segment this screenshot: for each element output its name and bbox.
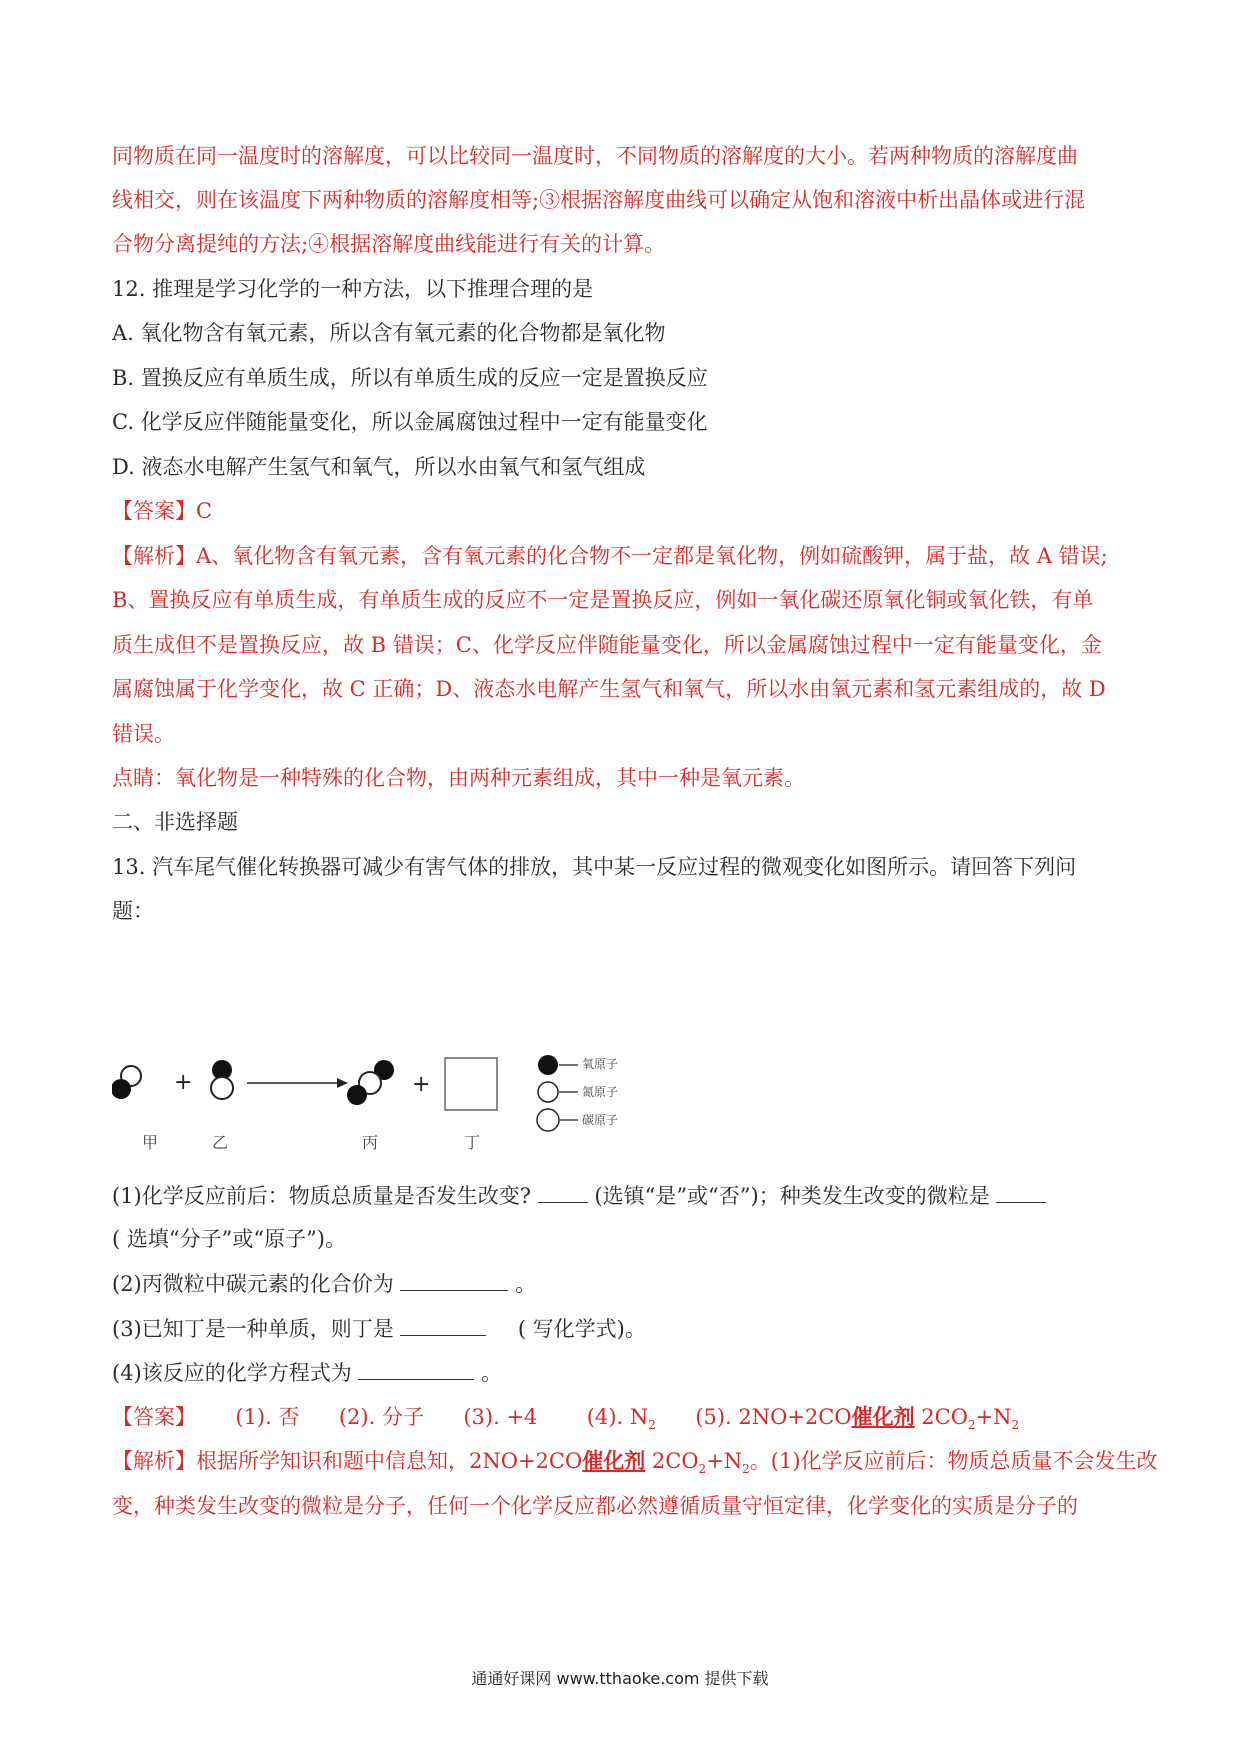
molecule-bing — [347, 1060, 394, 1105]
q12-analysis-2: B、置换反应有单质生成，有单质生成的反应不一定是置换反应，例如一氧化碳还原氧化铜或氧化铁，有单 — [112, 588, 1094, 612]
q12-tip: 点睛：氧化物是一种特殊的化合物，由两种元素组成，其中一种是氧元素。 — [112, 766, 805, 790]
q12-option-c: C. 化学反应伴随能量变化，所以金属腐蚀过程中一定有能量变化 — [112, 410, 708, 434]
continuation-line-3: 合物分离提纯的方法;④根据溶解度曲线能进行有关的计算。 — [112, 232, 666, 256]
answer-blank-4[interactable] — [400, 1313, 486, 1336]
q13-part-1: (1)化学反应前后：物质总质量是否发生改变? (选镇“是”或“否”)；种类发生改变的微粒是 — [112, 1180, 1046, 1211]
q13-part-1-cont: ( 选填“分子”或“原子”)。 — [112, 1227, 347, 1251]
answer-blank-1[interactable] — [538, 1180, 588, 1203]
legend-nitrogen: 氮原子 — [582, 1085, 619, 1099]
plus-2: + — [412, 1072, 431, 1097]
plus-1: + — [174, 1070, 193, 1095]
q13-part-2: (2)丙微粒中碳元素的化合价为 。 — [112, 1268, 536, 1299]
q12-analysis-3: 质生成但不是置换反应，故 B 错误；C、化学反应伴随能量变化，所以金属腐蚀过程中一定有能量变化，金 — [112, 633, 1102, 657]
legend-carbon: 碳原子 — [582, 1113, 619, 1127]
label-yi: 乙 — [212, 1133, 229, 1152]
q12-analysis-5: 错误。 — [112, 722, 175, 746]
q12-answer: 【答案】C — [112, 499, 213, 523]
continuation-line-2: 线相交，则在该温度下两种物质的溶解度相等;③根据溶解度曲线可以确定从饱和溶液中析出晶体或进行混 — [112, 188, 1086, 212]
q12-analysis-4: 属腐蚀属于化学变化，故 C 正确；D、液态水电解产生氢气和氧气，所以水由氧元素和氢元素组成的，故 D — [112, 677, 1106, 701]
continuation-line-1: 同物质在同一温度时的溶解度，可以比较同一温度时，不同物质的溶解度的大小。若两种物质的溶解度曲 — [112, 144, 1078, 168]
page-footer: 通通好课网 www.tthaoke.com 提供下载 — [471, 1669, 769, 1688]
q13-stem-1: 13. 汽车尾气催化转换器可减少有害气体的排放，其中某一反应过程的微观变化如图所示。请回答下列问 — [112, 855, 1077, 879]
q12-option-d: D. 液态水电解产生氢气和氧气，所以水由氧气和氢气组成 — [112, 455, 646, 479]
molecule-jia — [112, 1066, 141, 1099]
answer-blank-3[interactable] — [400, 1268, 508, 1291]
q13-analysis-2: 变，种类发生改变的微粒是分子，任何一个化学反应都必然遵循质量守恒定律，化学变化的实质是分子的 — [112, 1494, 1078, 1518]
q13-stem-2: 题： — [112, 899, 154, 923]
q12-option-b: B. 置换反应有单质生成，所以有单质生成的反应一定是置换反应 — [112, 366, 708, 390]
q12-analysis-1: 【解析】A、氧化物含有氧元素，含有氧元素的化合物不一定都是氧化物，例如硫酸钾，属于盐，故 A 错误; — [112, 544, 1108, 568]
q13-part-3: (3)已知丁是一种单质，则丁是 ( 写化学式)。 — [112, 1313, 646, 1344]
label-bing: 丙 — [362, 1133, 379, 1152]
label-jia: 甲 — [142, 1133, 159, 1152]
reaction-diagram — [112, 1055, 732, 1165]
q13-answer: 【答案】 (1). 否 (2). 分子 (3). +4 (4). $N_2$ (5). 2NO+2CO催化剂 $2CO_2+N_2$ — [112, 1404, 1020, 1433]
q12-option-a: A. 氧化物含有氧元素，所以含有氧元素的化合物都是氧化物 — [112, 321, 666, 345]
answer-blank-5[interactable] — [358, 1357, 474, 1380]
reaction-svg — [112, 1055, 732, 1165]
section-title: 二、非选择题 — [112, 810, 238, 834]
molecule-yi — [211, 1060, 233, 1099]
legend — [537, 1055, 578, 1131]
label-ding: 丁 — [464, 1133, 481, 1152]
reaction-arrow — [247, 1078, 348, 1088]
q12-stem: 12. 推理是学习化学的一种方法，以下推理合理的是 — [112, 277, 594, 301]
legend-oxygen: 氧原子 — [582, 1057, 619, 1071]
q13-analysis-1: 【解析】根据所学知识和题中信息知，2NO+2CO催化剂 $2CO_2+N_2$。(1)化学反应前后：物质总质量不会发生改 — [112, 1448, 1158, 1477]
answer-blank-2[interactable] — [996, 1180, 1046, 1203]
molecule-ding-box — [445, 1058, 497, 1110]
q13-part-4: (4)该反应的化学方程式为 。 — [112, 1357, 502, 1388]
